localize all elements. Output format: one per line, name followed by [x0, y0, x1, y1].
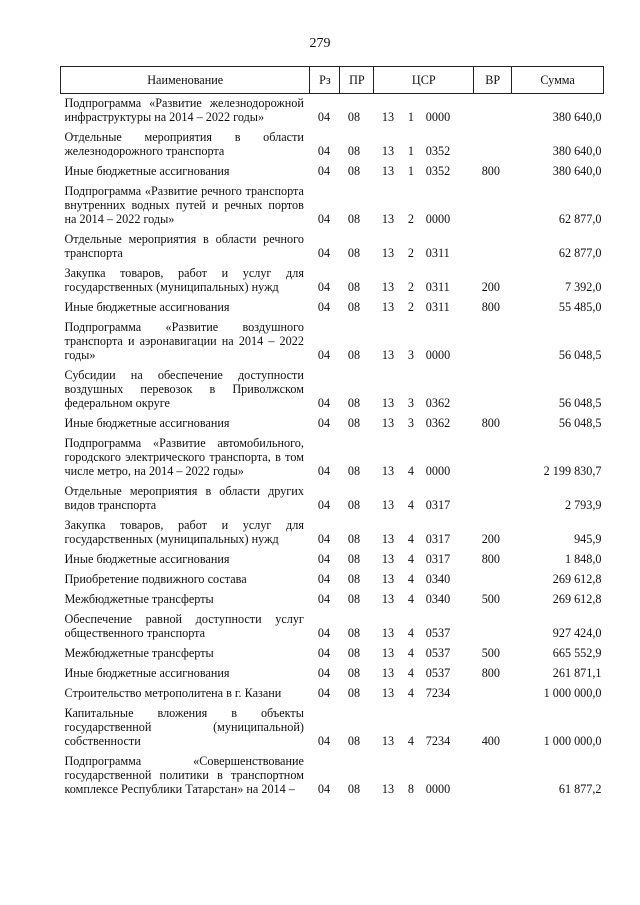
row-vr [474, 570, 512, 590]
row-vr: 800 [481, 552, 500, 566]
row-csr-subprogram: 3 [407, 396, 414, 410]
row-csr-program: 13 [381, 212, 395, 226]
row-csr-code: 0537 [425, 666, 451, 680]
row-rz: 04 [317, 572, 331, 586]
row-pr: 08 [347, 300, 361, 314]
row-name: Капитальные вложения в объекты государственной (муниципальной) собственности [64, 706, 304, 748]
row-csr-program: 13 [381, 626, 395, 640]
row-rz: 04 [317, 734, 331, 748]
row-csr-code: 0311 [425, 246, 450, 260]
row-name: Иные бюджетные ассигнования [64, 416, 230, 430]
header-name: Наименование [61, 67, 310, 94]
row-vr [474, 366, 512, 414]
row-sum: 2 199 830,7 [543, 464, 602, 478]
row-csr-subprogram: 4 [407, 572, 414, 586]
row-rz: 04 [317, 212, 331, 226]
table-header [61, 67, 604, 94]
table-row [61, 570, 604, 590]
row-vr: 200 [481, 280, 500, 294]
row-name: Иные бюджетные ассигнования [64, 552, 230, 566]
row-csr-subprogram: 4 [407, 686, 414, 700]
row-csr-code: 0317 [425, 532, 451, 546]
row-name: Закупка товаров, работ и услуг для государственных (муниципальных) нужд [64, 518, 304, 546]
row-csr-program: 13 [381, 246, 395, 260]
row-sum: 269 612,8 [552, 572, 602, 586]
row-sum: 2 793,9 [564, 498, 602, 512]
row-pr: 08 [347, 396, 361, 410]
row-vr: 400 [481, 734, 500, 748]
row-csr-program: 13 [381, 144, 395, 158]
row-rz: 04 [317, 300, 331, 314]
table-row [61, 704, 604, 752]
row-vr: 500 [481, 646, 500, 660]
row-csr-code: 0000 [425, 212, 451, 226]
row-sum: 7 392,0 [564, 280, 602, 294]
row-csr-program: 13 [381, 532, 395, 546]
row-csr-code: 0000 [425, 464, 451, 478]
row-sum: 1 000 000,0 [543, 734, 602, 748]
row-sum: 380 640,0 [552, 164, 602, 178]
table-row [61, 298, 604, 318]
row-csr-code: 0317 [425, 552, 451, 566]
row-pr: 08 [347, 212, 361, 226]
row-csr-program: 13 [381, 280, 395, 294]
row-rz: 04 [317, 246, 331, 260]
row-pr: 08 [347, 686, 361, 700]
row-rz: 04 [317, 416, 331, 430]
header-pr: ПР [340, 67, 374, 94]
row-csr-subprogram: 4 [407, 532, 414, 546]
row-csr-code: 0537 [425, 646, 451, 660]
row-name: Иные бюджетные ассигнования [64, 300, 230, 314]
row-rz: 04 [317, 646, 331, 660]
row-sum: 665 552,9 [552, 646, 602, 660]
row-csr-subprogram: 1 [407, 144, 414, 158]
row-csr-code: 0000 [425, 348, 451, 362]
page-number: 279 [309, 36, 331, 51]
row-vr [474, 128, 512, 162]
row-rz: 04 [317, 498, 331, 512]
table-row [61, 610, 604, 644]
row-name: Подпрограмма «Развитие железнодорожной инфраструктуры на 2014 – 2022 годы» [64, 96, 304, 124]
table-body [61, 94, 604, 801]
row-csr-program: 13 [381, 396, 395, 410]
row-name: Приобретение подвижного состава [64, 572, 247, 586]
row-rz: 04 [317, 280, 331, 294]
table-row [61, 366, 604, 414]
row-csr-code: 0311 [425, 300, 450, 314]
row-pr: 08 [347, 646, 361, 660]
row-csr-code: 0537 [425, 626, 451, 640]
row-pr: 08 [347, 416, 361, 430]
row-csr-code: 0362 [425, 396, 451, 410]
row-pr: 08 [347, 246, 361, 260]
row-sum: 261 871,1 [552, 666, 602, 680]
row-csr-program: 13 [381, 592, 395, 606]
row-csr-program: 13 [381, 464, 395, 478]
row-vr [474, 752, 512, 800]
table-row [61, 644, 604, 664]
row-csr-subprogram: 1 [407, 164, 414, 178]
row-csr-code: 0340 [425, 572, 451, 586]
row-name: Межбюджетные трансферты [64, 646, 214, 660]
row-csr-subprogram: 8 [407, 782, 414, 796]
table-row [61, 318, 604, 366]
row-csr-subprogram: 4 [407, 464, 414, 478]
table-row [61, 162, 604, 182]
row-vr: 800 [481, 164, 500, 178]
row-pr: 08 [347, 348, 361, 362]
row-sum: 927 424,0 [552, 626, 602, 640]
row-name: Подпрограмма «Развитие воздушного транспорта и аэронавигации на 2014 – 2022 годы» [64, 320, 304, 362]
row-sum: 380 640,0 [552, 144, 602, 158]
row-rz: 04 [317, 552, 331, 566]
row-vr: 800 [481, 416, 500, 430]
table-row [61, 94, 604, 129]
row-csr-subprogram: 3 [407, 416, 414, 430]
row-name: Отдельные мероприятия в области других видов транспорта [64, 484, 304, 512]
row-csr-subprogram: 2 [407, 246, 414, 260]
row-vr [474, 684, 512, 704]
row-csr-program: 13 [381, 416, 395, 430]
row-sum: 945,9 [574, 532, 602, 546]
row-rz: 04 [317, 666, 331, 680]
table-row [61, 752, 604, 800]
row-name: Строительство метрополитена в г. Казани [64, 686, 282, 700]
row-csr-subprogram: 4 [407, 626, 414, 640]
row-vr: 200 [481, 532, 500, 546]
row-sum: 56 048,5 [558, 348, 602, 362]
row-sum: 61 877,2 [558, 782, 602, 796]
row-vr [474, 94, 512, 129]
row-pr: 08 [347, 532, 361, 546]
row-pr: 08 [347, 144, 361, 158]
row-pr: 08 [347, 626, 361, 640]
row-rz: 04 [317, 782, 331, 796]
table-row [61, 664, 604, 684]
row-name: Иные бюджетные ассигнования [64, 164, 230, 178]
row-csr-program: 13 [381, 686, 395, 700]
row-vr [474, 230, 512, 264]
row-name: Отдельные мероприятия в области речного транспорта [64, 232, 304, 260]
table-row [61, 482, 604, 516]
row-pr: 08 [347, 592, 361, 606]
row-rz: 04 [317, 592, 331, 606]
row-rz: 04 [317, 532, 331, 546]
row-rz: 04 [317, 686, 331, 700]
row-sum: 380 640,0 [552, 110, 602, 124]
row-pr: 08 [347, 666, 361, 680]
row-csr-code: 0362 [425, 416, 451, 430]
row-csr-program: 13 [381, 646, 395, 660]
row-csr-subprogram: 4 [407, 646, 414, 660]
table-row [61, 128, 604, 162]
row-csr-subprogram: 4 [407, 552, 414, 566]
row-csr-subprogram: 4 [407, 498, 414, 512]
row-csr-subprogram: 2 [407, 212, 414, 226]
row-pr: 08 [347, 280, 361, 294]
table-row [61, 684, 604, 704]
row-pr: 08 [347, 782, 361, 796]
row-csr-subprogram: 3 [407, 348, 414, 362]
row-csr-program: 13 [381, 348, 395, 362]
row-pr: 08 [347, 498, 361, 512]
row-pr: 08 [347, 572, 361, 586]
header-rz: Рз [310, 67, 340, 94]
row-name: Подпрограмма «Развитие речного транспорта внутренних водных путей и речных портов на 2014 – 2022 годы» [64, 184, 304, 226]
row-sum: 269 612,8 [552, 592, 602, 606]
table-row [61, 550, 604, 570]
row-rz: 04 [317, 396, 331, 410]
header-vr: ВР [474, 67, 512, 94]
table-row [61, 434, 604, 482]
row-vr [474, 318, 512, 366]
row-vr [474, 610, 512, 644]
row-rz: 04 [317, 464, 331, 478]
row-vr [474, 434, 512, 482]
row-csr-code: 0000 [425, 782, 451, 796]
row-csr-subprogram: 2 [407, 300, 414, 314]
row-name: Отдельные мероприятия в области железнодорожного транспорта [64, 130, 304, 158]
row-name: Закупка товаров, работ и услуг для государственных (муниципальных) нужд [64, 266, 304, 294]
row-name: Подпрограмма «Совершенствование государственной политики в транспортном комплексе Республики Татарстан» на 2014 – [64, 754, 304, 796]
row-pr: 08 [347, 464, 361, 478]
row-vr: 800 [481, 300, 500, 314]
row-csr-subprogram: 1 [407, 110, 414, 124]
row-sum: 62 877,0 [558, 212, 602, 226]
table-row [61, 590, 604, 610]
row-csr-program: 13 [381, 552, 395, 566]
row-rz: 04 [317, 348, 331, 362]
row-csr-code: 0000 [425, 110, 451, 124]
row-vr: 500 [481, 592, 500, 606]
row-vr: 800 [481, 666, 500, 680]
row-pr: 08 [347, 110, 361, 124]
row-csr-program: 13 [381, 110, 395, 124]
row-vr [474, 182, 512, 230]
table-row [61, 264, 604, 298]
row-csr-program: 13 [381, 572, 395, 586]
row-rz: 04 [317, 110, 331, 124]
row-csr-program: 13 [381, 734, 395, 748]
row-csr-code: 0317 [425, 498, 451, 512]
row-csr-program: 13 [381, 164, 395, 178]
row-vr [474, 482, 512, 516]
table-row [61, 516, 604, 550]
row-csr-subprogram: 4 [407, 666, 414, 680]
row-csr-code: 0340 [425, 592, 451, 606]
row-name: Субсидии на обеспечение доступности воздушных перевозок в Приволжском федеральном округе [64, 368, 304, 410]
row-pr: 08 [347, 164, 361, 178]
row-rz: 04 [317, 144, 331, 158]
row-name: Межбюджетные трансферты [64, 592, 214, 606]
row-csr-code: 0352 [425, 164, 451, 178]
row-csr-subprogram: 4 [407, 734, 414, 748]
header-csr: ЦСР [374, 67, 474, 94]
row-sum: 56 048,5 [558, 416, 602, 430]
row-csr-code: 0352 [425, 144, 451, 158]
row-csr-code: 0311 [425, 280, 450, 294]
row-csr-program: 13 [381, 498, 395, 512]
row-sum: 1 000 000,0 [543, 686, 602, 700]
row-csr-subprogram: 4 [407, 592, 414, 606]
row-csr-code: 7234 [425, 686, 451, 700]
row-pr: 08 [347, 734, 361, 748]
row-name: Обеспечение равной доступности услуг общественного транспорта [64, 612, 304, 640]
row-pr: 08 [347, 552, 361, 566]
row-rz: 04 [317, 164, 331, 178]
row-csr-program: 13 [381, 782, 395, 796]
row-sum: 55 485,0 [558, 300, 602, 314]
table-row [61, 230, 604, 264]
row-sum: 1 848,0 [564, 552, 602, 566]
row-csr-program: 13 [381, 666, 395, 680]
header-sum: Сумма [512, 67, 604, 94]
row-name: Подпрограмма «Развитие автомобильного, городского электрического транспорта, в том числе метро, на 2014 – 2022 годы» [64, 436, 304, 478]
row-csr-subprogram: 2 [407, 280, 414, 294]
row-rz: 04 [317, 626, 331, 640]
row-csr-program: 13 [381, 300, 395, 314]
row-csr-code: 7234 [425, 734, 451, 748]
budget-table [60, 66, 604, 800]
table-row [61, 414, 604, 434]
row-sum: 56 048,5 [558, 396, 602, 410]
row-name: Иные бюджетные ассигнования [64, 666, 230, 680]
table-row [61, 182, 604, 230]
row-sum: 62 877,0 [558, 246, 602, 260]
